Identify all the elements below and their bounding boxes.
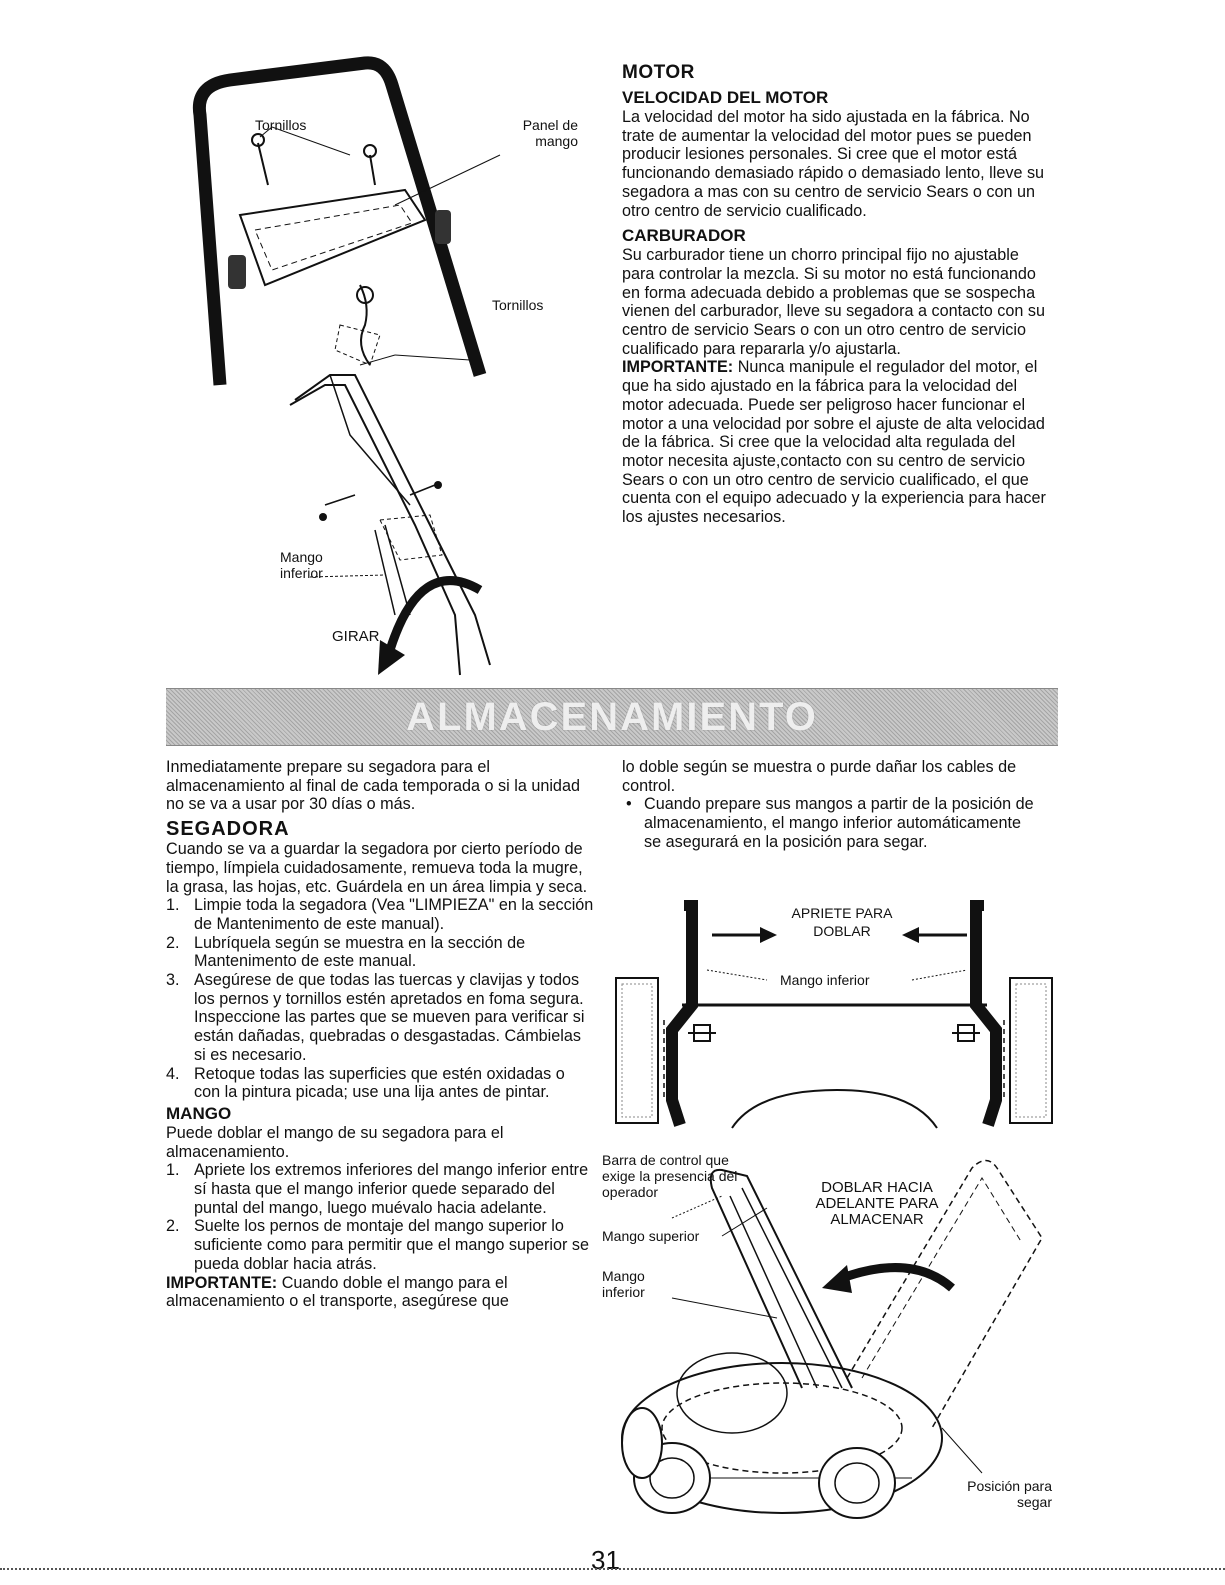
mower-heading: SEGADORA [166, 818, 290, 841]
list-item: 1. Apriete los extremos inferiores del mango inferior entre sí hasta que el mango inferior quede separado del puntal del mango, luego muévalo hacia adelante. [166, 1161, 589, 1217]
label-control-bar: Barra de control que exige la presencia del operador [602, 1152, 738, 1200]
storage-left-column [166, 758, 594, 1311]
list-item: 4. Retoque todas las superficies que estén oxidadas o con la pintura picada; use una lija antes de pintar. [166, 1064, 565, 1102]
motor-section [622, 62, 1050, 527]
label-lower-handle-mid: Mango inferior [780, 972, 870, 988]
list-item: 1. Limpie toda la segadora (Vea "LIMPIEZA" en la sección de Mantenimento de este manual). [166, 896, 594, 933]
engine-speed-text: La velocidad del motor ha sido ajustada en la fábrica. No trate de aumentar la velocidad del motor pues se pueden producir lesiones personales. Si cree que el motor está funcionando demasiado rápido o demasiado lento, lleve su segadora a mas con su centro de servicio Sears o con un otro centro de servicio cualificado. [622, 108, 1045, 220]
mower-steps [166, 896, 594, 1102]
page-bottom-border [0, 1568, 1225, 1570]
label-screws-bottom: Tornillos [492, 297, 544, 313]
label-mowing-position: Posición para segar [967, 1478, 1052, 1510]
label-squeeze: APRIETE PARA DOBLAR [791, 905, 893, 939]
label-lower-handle-bottom: Mango inferior [602, 1268, 645, 1300]
mower-text: Cuando se va a guardar la segadora por cierto período de tiempo, límpiela cuidadosamente, remueva toda la mugre, la grasa, las hojas, etc. Guárdela en un área limpia y seca. [166, 840, 588, 896]
label-fold-forward: DOBLAR HACIA ADELANTE PARA ALMACENAR [815, 1179, 939, 1228]
storage-banner [166, 688, 1058, 746]
handle-steps [166, 1161, 594, 1273]
label-lower-handle: Mango inferior [280, 549, 323, 581]
squeeze-handle-figure [612, 900, 1062, 1135]
label-screws-top: Tornillos [255, 117, 307, 133]
handle-assembly-figure [180, 55, 600, 685]
handle-text: Puede doblar el mango de su segadora para el almacenamiento. [166, 1123, 504, 1161]
fold-handle-figure [602, 1148, 1062, 1538]
motor-heading: MOTOR [622, 62, 695, 83]
label-turn: GIRAR [332, 628, 380, 645]
storage-banner-title: ALMACENAMIENTO [406, 695, 818, 739]
list-item: 2. Lubríquela según se muestra en la sección de Mantenimento de este manual. [166, 933, 526, 971]
storage-right-column [622, 758, 1042, 852]
carburetor-text: Su carburador tiene un chorro principal fijo no ajustable para controlar la mezcla. Si su motor no está funcionando en forma adecuada debido a problemas que se sospecha vienen del carburador, lleve su segadora a contacto con su centro de servicio Sears o con un otro centro de servicio cualificado para repararla y/o ajustarla. [622, 246, 1045, 358]
motor-important-note [622, 358, 1050, 526]
motor-important-label: IMPORTANTE: [622, 358, 734, 377]
storage-important-note [166, 1274, 594, 1311]
continued-text: lo doble según se muestra o purde dañar los cables de control. [622, 758, 1017, 795]
engine-speed-title: VELOCIDAD DEL MOTOR [622, 88, 829, 107]
list-item: 2. Suelte los pernos de montaje del mango superior lo suficiente como para permitir que el mango superior se pueda doblar hacia atrás. [166, 1217, 589, 1273]
handle-heading: MANGO [166, 1103, 232, 1123]
list-item: • Cuando prepare sus mangos a partir de la posición de almacenamiento, el mango inferior automáticamente se asegurará en la posición para segar. [626, 795, 1034, 851]
carburetor-title: CARBURADOR [622, 226, 746, 246]
handle-assembly-illustration [180, 55, 600, 685]
storage-bullets [622, 795, 1042, 851]
storage-intro: Inmediatamente prepare su segadora para el almacenamiento al final de cada temporada o si la unidad no se va a usar por 30 días o más. [166, 758, 580, 814]
label-panel: Panel de mango [522, 117, 578, 149]
motor-important-text: Nunca manipule el regulador del motor, el que ha sido ajustado en la fábrica para la velocidad del motor adecuada. Puede ser peligroso hacer funcionar el motor a una velocidad por sobre el ajuste de alta velocidad de la fábrica. Si cree que la velocidad alta regulada del motor necesita ajuste,contacto con su centro de servicio Sears o con un otro centro de servicio cualificado, el que cuenta con el equipo adecuado y la experiencia para hacer los ajustes necesarios. [622, 358, 1046, 527]
list-item: 3. Asegúrese de que todas las tuercas y clavijas y todos los pernos y tornillos estén apretados en foma segura. Inspeccione las partes que se mueven para verificar si están dañadas, quebradas o desgastadas. Cámbielas si es necesario. [166, 971, 585, 1064]
storage-important-text: Cuando doble el mango para el almacenamiento o el transporte, asegúrese que [166, 1273, 509, 1311]
page-number: 31 [591, 1545, 620, 1575]
storage-important-label: IMPORTANTE: [166, 1273, 278, 1292]
label-upper-handle: Mango superior [602, 1228, 700, 1244]
